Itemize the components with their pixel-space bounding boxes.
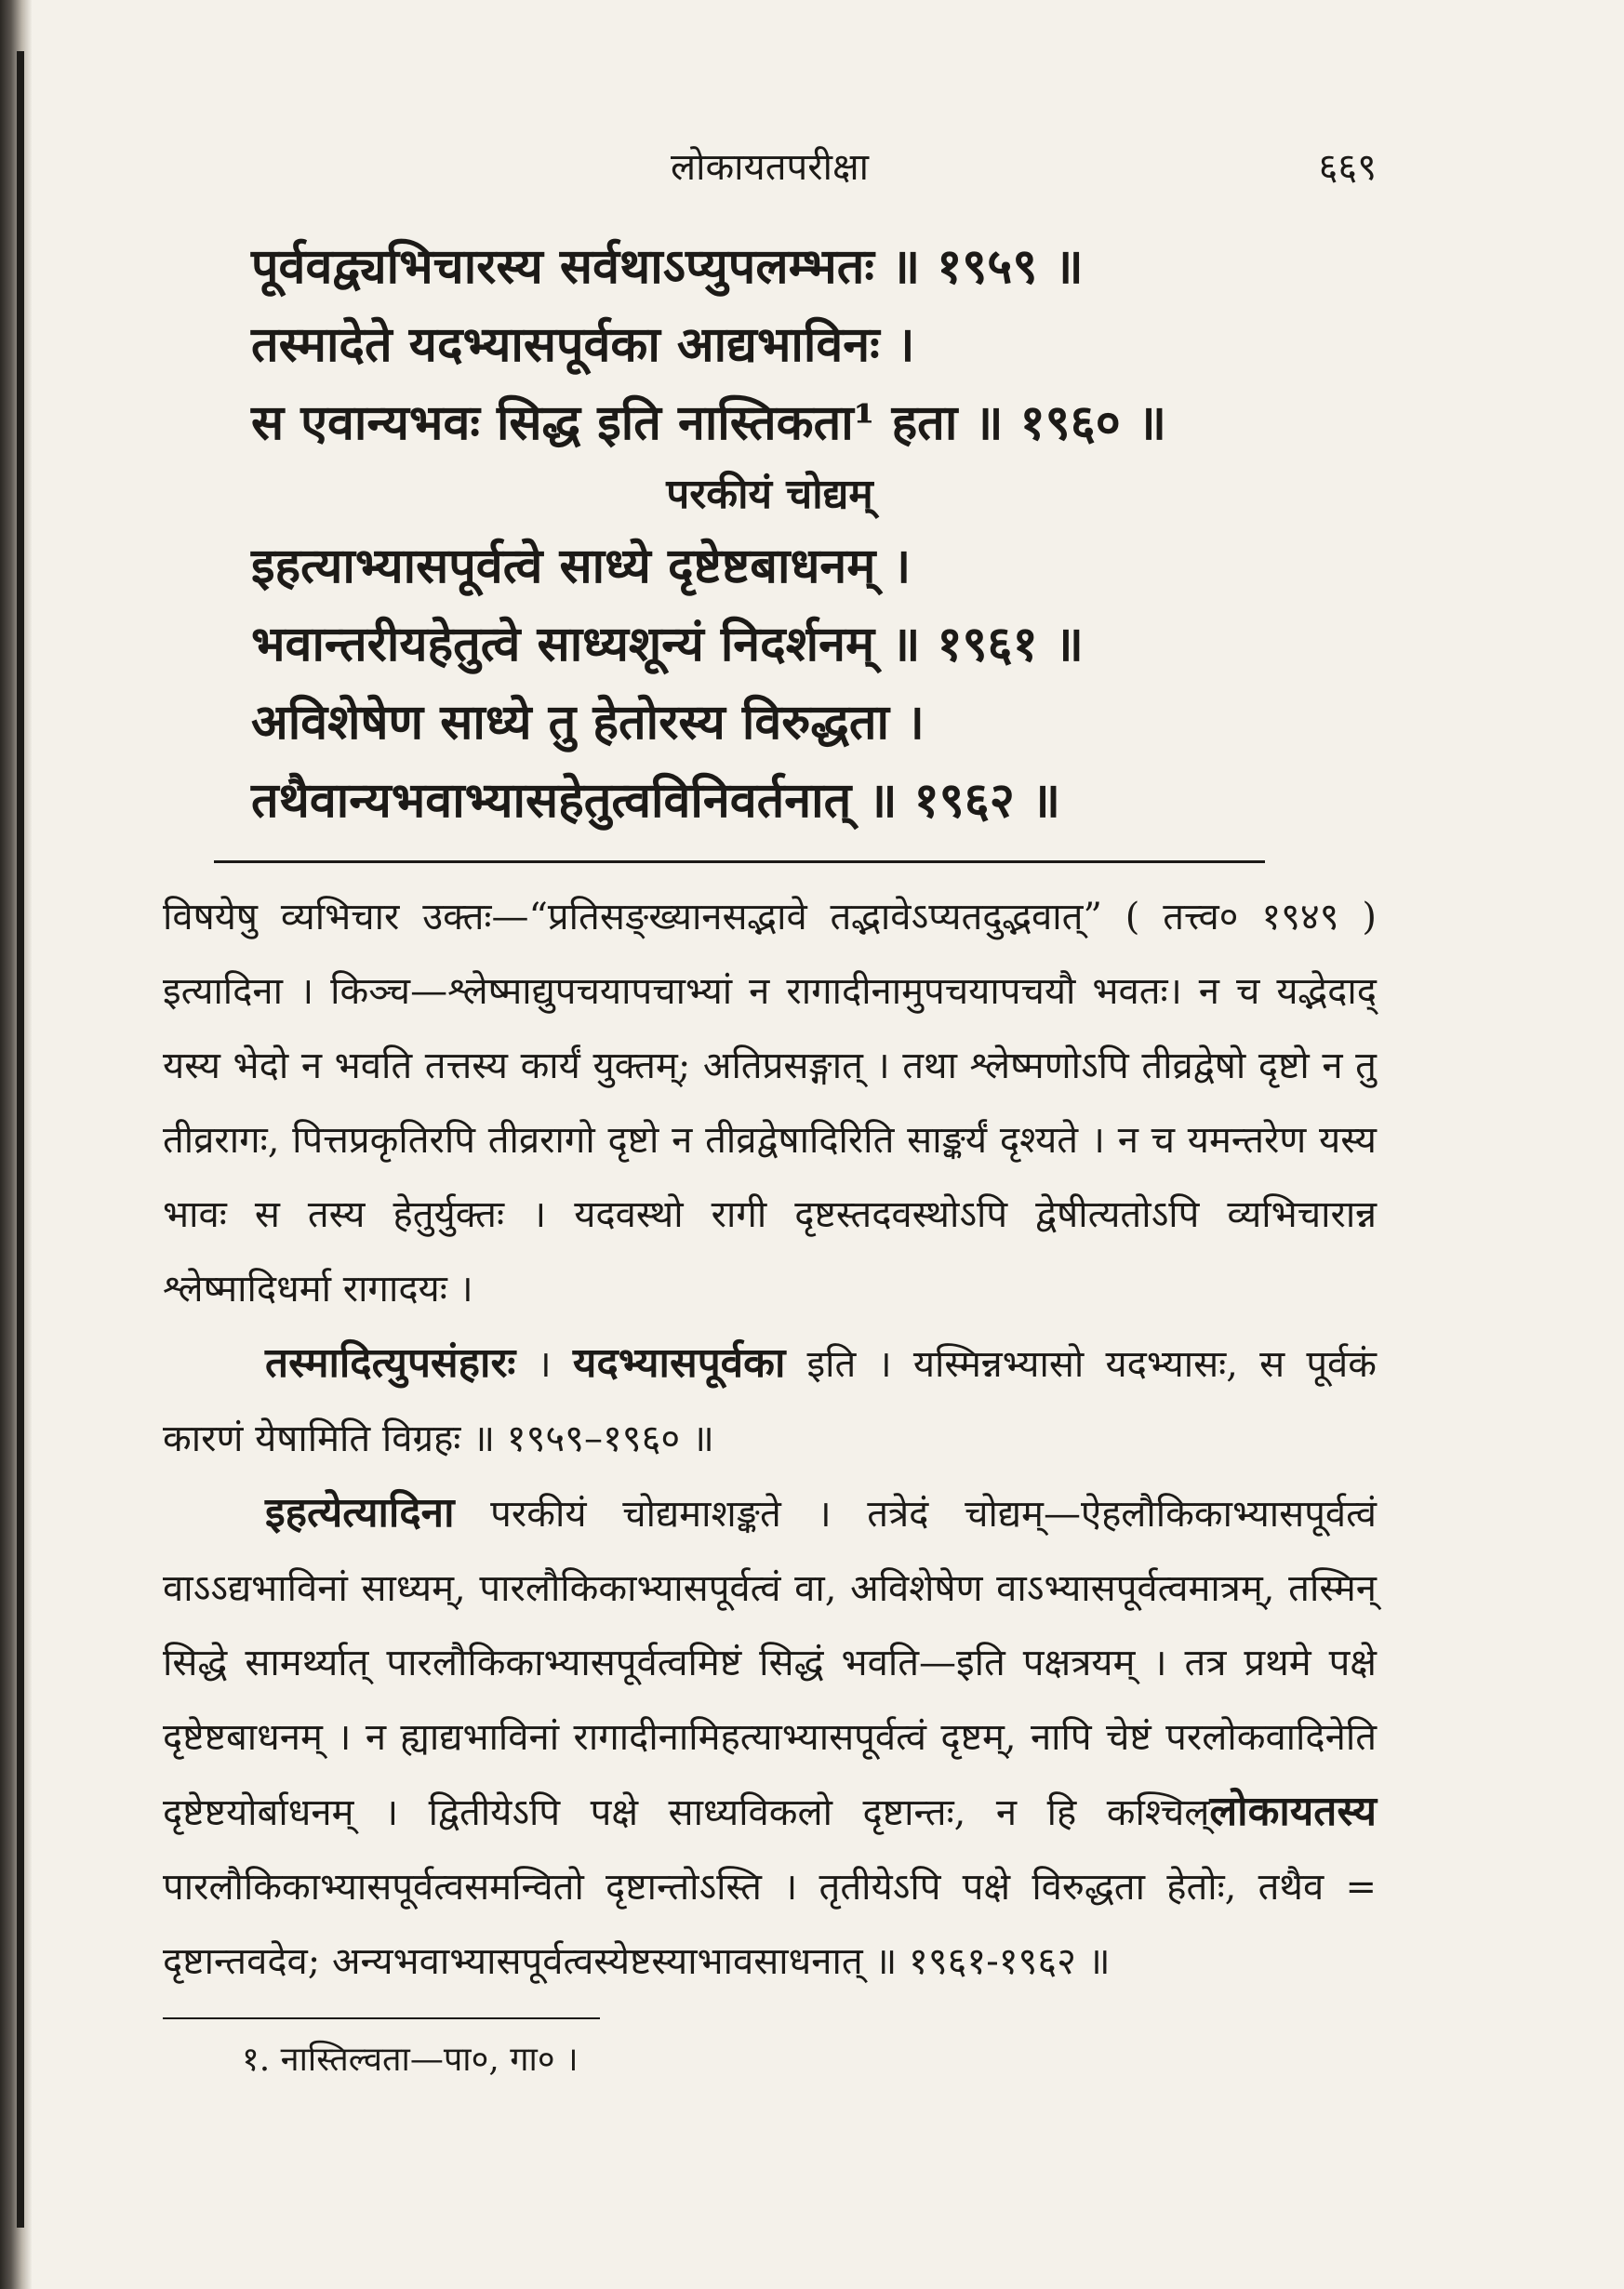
verse-line: अविशेषेण साध्ये तु हेतोरस्य विरुद्धता । [251, 694, 925, 751]
verse-line: तस्मादेते यदभ्यासपूर्वका आद्यभाविनः । [251, 316, 915, 373]
commentary-paragraph [163, 1326, 1377, 1476]
commentary-text: इति । यस्मिन्नभ्यासो यदभ्यासः, स पूर्वकं कारणं येषामिति विग्रहः ॥ १९५९–१९६० ॥ [163, 1343, 1377, 1460]
verse-divider [214, 860, 1265, 863]
page-number: ६६९ [1318, 146, 1377, 189]
commentary-text: पारलौकिकाभ्यासपूर्वत्वसमन्वितो दृष्टान्तोऽस्ति । तृतीयेऽपि पक्षे विरुद्धता हेतोः, तथैव = दृष्टान्तवदेव; अन्यभवाभ्यासपूर्वत्वस्येष्टस्याभावसाधनात् ॥ १९६१-१९६२ ॥ [163, 1866, 1377, 1983]
commentary-lemma: तस्मादित्युपसंहारः [265, 1339, 516, 1387]
running-title: लोकायतपरीक्षा [670, 146, 870, 189]
commentary-lemma: यदभ्यासपूर्वका [572, 1339, 786, 1387]
running-header [163, 140, 1377, 205]
commentary [163, 880, 1377, 1999]
verse-line: पूर्ववद्व्यभिचारस्य सर्वथाऽप्युपलम्भतः ॥ १९५९ ॥ [251, 238, 1084, 295]
commentary-lemma: लोकायतस्य [1209, 1788, 1377, 1835]
verse-line: भवान्तरीयहेतुत्वे साध्यशून्यं निदर्शनम् ॥ १९६१ ॥ [251, 616, 1084, 672]
book-spine-shadow [0, 0, 32, 2289]
page [163, 140, 1377, 2088]
verse-block-2 [163, 527, 1377, 840]
commentary-paragraph [163, 1476, 1377, 1999]
verse-line: इहत्याभ्यासपूर्वत्वे साध्ये दृष्टेष्टबाधनम् । [251, 538, 912, 594]
commentary-paragraph: विषयेषु व्यभिचार उक्तः—“प्रतिसङ्ख्यानसद्भावे तद्भावेऽप्यतदुद्भवात्” ( तत्त्व० १९४९ ) इत्यादिना । किञ्च—श्लेष्माद्युपचयापचाभ्यां न रागादीनामुपचयापचयौ भवतः। न च यद्भेदाद् यस्य भेदो न भवति तत्तस्य कार्यं युक्तम्; अतिप्रसङ्गात् । तथा श्लेष्मणोऽपि तीव्रद्वेषो दृष्टो न तु तीव्ररागः, पित्तप्रकृतिरपि तीव्ररागो दृष्टो न तीव्रद्वेषादिरिति साङ्कर्यं दृश्यते । न च यमन्तरेण यस्य भावः स तस्य हेतुर्युक्तः । यदवस्थो रागी दृष्टस्तदवस्थोऽपि द्वेषीत्यतोऽपि व्यभिचारान्न श्लेष्मादिधर्मा रागादयः । [163, 896, 1377, 1311]
footnote: १. नास्तिल्वता—पा०, गा० । [242, 2041, 579, 2079]
section-subheading: परकीयं चोद्यम् [666, 471, 873, 518]
verse-line: स एवान्यभवः सिद्ध इति नास्तिकता¹ हता ॥ १९६० ॥ [251, 394, 1167, 451]
footnote-divider [163, 2017, 600, 2019]
binding-edge [17, 51, 24, 2228]
commentary-text: परकीयं चोद्यमाशङ्कते । तत्रेदं चोद्यम्—ऐहलौकिकाभ्यासपूर्वत्वं वाऽऽद्यभाविनां साध्यम्, पारलौकिकाभ्यासपूर्वत्वं वा, अविशेषेण वाऽभ्यासपूर्वत्वमात्रम्, तस्मिन् सिद्धे सामर्थ्यात् पारलौकिकाभ्यासपूर्वत्वमिष्टं सिद्धं भवति—इति पक्षत्रयम् । तत्र प्रथमे पक्षे दृष्टेष्टबाधनम् । न ह्याद्यभाविनां रागादीनामिहत्याभ्यासपूर्वत्वं दृष्टम्, नापि चेष्टं परलोकवादिनेति दृष्टेष्टयोर्बाधनम् । द्वितीयेऽपि पक्षे साध्यविकलो दृष्टान्तः, न हि कश्चिल् [163, 1493, 1377, 1834]
verse-block-1 [163, 228, 1377, 462]
verse-line: तथैवान्यभवाभ्यासहेतुत्वविनिवर्तनात् ॥ १९६२ ॥ [251, 772, 1061, 829]
commentary-lemma: इहत्येत्यादिना [265, 1489, 455, 1537]
commentary-text: । [515, 1343, 573, 1386]
